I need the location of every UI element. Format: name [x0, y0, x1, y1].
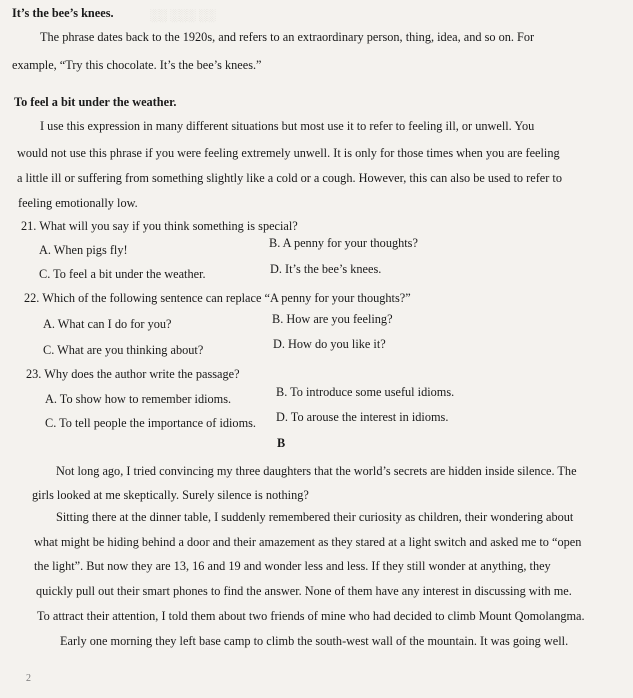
paragraph-line: Early one morning they left base camp to climb the south-west wall of the mountain. It was going well. — [60, 634, 569, 648]
paragraph-line: I use this expression in many different situations but most use it to refer to feeling ill, or unwell. You — [40, 119, 535, 133]
option-b: B. A penny for your thoughts? — [269, 236, 418, 250]
question-stem: 22. Which of the following sentence can replace “A penny for your thoughts?” — [24, 291, 411, 305]
paragraph-line: example, “Try this chocolate. It’s the bee’s knees.” — [12, 58, 262, 72]
paragraph-line: what might be hiding behind a door and their amazement as they stared at a light switch and asked me to “open — [34, 535, 582, 549]
paragraph-line: girls looked at me skeptically. Surely silence is nothing? — [32, 488, 309, 502]
paragraph-line: feeling emotionally low. — [18, 196, 138, 210]
option-c: C. To feel a bit under the weather. — [39, 267, 206, 281]
option-b: B. How are you feeling? — [272, 312, 393, 326]
option-c: C. To tell people the importance of idioms. — [45, 416, 256, 430]
idiom-heading: It’s the bee’s knees. — [12, 6, 114, 20]
option-d: D. How do you like it? — [273, 337, 386, 351]
option-d: D. To arouse the interest in idioms. — [276, 410, 449, 424]
question-stem: 21. What will you say if you think something is special? — [21, 219, 298, 233]
option-a: A. What can I do for you? — [43, 317, 172, 331]
show-through-text: ░░ ░░░ ░░ — [150, 8, 216, 22]
page-number: 2 — [26, 673, 31, 684]
paragraph-line: quickly pull out their smart phones to find the answer. None of them have any interest in discussing with me. — [36, 584, 572, 598]
paragraph-line: the light”. But now they are 13, 16 and 19 and wonder less and less. If they still wonder at anything, they — [34, 559, 551, 573]
paragraph-line: would not use this phrase if you were feeling extremely unwell. It is only for those times when you are feeling — [17, 146, 560, 160]
option-b: B. To introduce some useful idioms. — [276, 385, 455, 399]
paragraph-line: a little ill or suffering from something slightly like a cold or a cough. However, this can also be used to refer to — [17, 171, 562, 185]
option-a: A. To show how to remember idioms. — [45, 392, 232, 406]
question-stem: 23. Why does the author write the passage? — [26, 367, 240, 381]
paragraph-line: Sitting there at the dinner table, I suddenly remembered their curiosity as children, their wondering about — [56, 510, 574, 524]
paragraph-line: Not long ago, I tried convincing my three daughters that the world’s secrets are hidden inside silence. The — [56, 464, 577, 478]
idiom-heading: To feel a bit under the weather. — [14, 95, 177, 109]
option-d: D. It’s the bee’s knees. — [270, 262, 382, 276]
option-c: C. What are you thinking about? — [43, 343, 204, 357]
section-label: B — [277, 436, 286, 450]
paragraph-line: To attract their attention, I told them about two friends of mine who had decided to climb Mount Qomolangma. — [37, 609, 585, 623]
option-a: A. When pigs fly! — [39, 243, 128, 257]
paragraph-line: The phrase dates back to the 1920s, and refers to an extraordinary person, thing, idea, and so on. For — [40, 30, 535, 44]
